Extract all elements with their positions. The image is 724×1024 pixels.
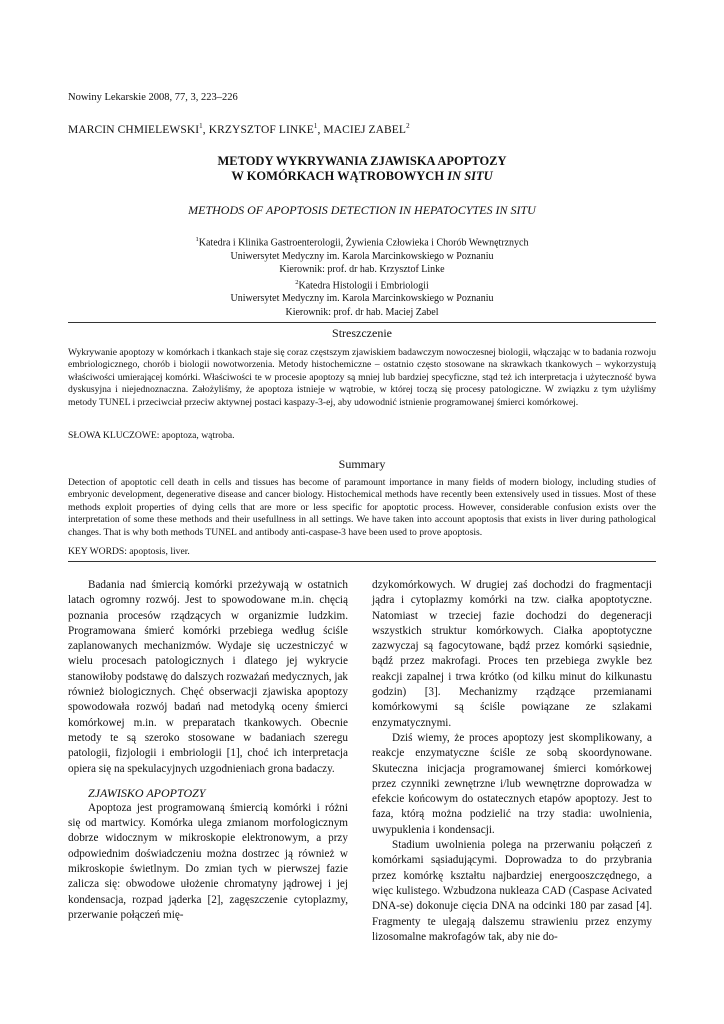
author-affiliation-number: 1 xyxy=(199,122,203,130)
title-line-1: METODY WYKRYWANIA ZJAWISKA APOPTOZY xyxy=(217,154,507,168)
author-affiliation-number: 2 xyxy=(406,122,410,130)
author-affiliation-number: 1 xyxy=(313,122,318,130)
section-heading: ZJAWISKO APOPTOZY xyxy=(88,785,206,800)
section-divider xyxy=(68,322,656,323)
body-paragraph: Apoptoza jest programowaną śmiercią komórki i różni się od martwicy. Komórka ulega zmianom morfologicznym dobrze widocznym w mikroskopie elektronowym, a przy odpowiednim doświadczeniu można dostrzec ją również w mikroskopie świetlnym. Do zmian tych w pierwszej fazie zalicza się: obwodowe ułożenie chromatyny jądrowej i jej kondensacja, rozpad jąderka [2], zagęszczenie cytoplazmy, przerwanie połączeń mię- xyxy=(68,801,348,921)
body-paragraph: dzykomórkowych. W drugiej zaś dochodzi do fragmentacji jądra i cytoplazmy komórki na tzw. ciałka apoptotyczne. Natomiast w trzeciej fazie dochodzi do degeneracji wszystkich struktur komórkowych. Ciałka apoptotyczne zazwyczaj są fagocytowane, bądź przez komórki sąsiednie, bądź przez makrofagi. Proces ten przebiega zwykle bez reakcji zapalnej i trwa krótko (od kilku minut do kilkunastu godzin) [3]. Mechanizmy rządzące przemianami komórkowymi są ściśle powiązane ze szlakami enzymatycznymi. xyxy=(372,579,652,729)
body-paragraph: Stadium uwolnienia polega na przerwaniu połączeń z komórkami sąsiadującymi. Doprowadza to do przybrania przez komórkę kształtu najbardziej energooszczędnego, a więc kulistego. Wzbudzona nukleaza CAD (Caspase Acivated DNA-se) dokonuje cięcia DNA na odcinki 180 par zasad [4]. Fragmenty te ulegają dalszemu strawieniu przez enzymy lizosomalne makrofagów tak, aby nie do- xyxy=(372,839,652,943)
summary-text: Detection of apoptotic cell death in cells and tissues has become of paramount importance in many fields of modern biology, including studies of embryonic development, degenerative disease and cancer biology. Histochemical methods have recently been extensively used in tissues. Most of these methods exploit properties of dying cells that are more or less specific for apoptotic process. However, considerable confusion exists over the interpretation of some these methods and their usefullness in all settings. We have taken into account apoptosis that exists in liver during pathological changes. That is why both methods TUNEL and antibody anti-caspase-3 have been used to prove apoptosis. xyxy=(68,477,656,538)
author-name: MARCIN CHMIELEWSKI xyxy=(68,123,200,136)
affiliations xyxy=(68,233,656,319)
author-name: KRZYSZTOF LINKE xyxy=(208,123,314,136)
author-list: MARCIN CHMIELEWSKI$^1$, KRZYSZTOF LINKE$^1$, MACIEJ ZABEL$^2$ xyxy=(68,122,410,136)
english-title: METHODS OF APOPTOSIS DETECTION IN HEPATOCYTES IN SITU xyxy=(188,203,536,217)
affiliation-line: Kierownik: prof. dr hab. Krzysztof Linke xyxy=(279,263,445,275)
body-column-left xyxy=(68,578,348,923)
affiliation-line: Uniwersytet Medyczny im. Karola Marcinkowskiego w Poznaniu xyxy=(230,293,494,305)
summary-heading: Summary xyxy=(338,457,386,471)
affiliation-line: Kierownik: prof. dr hab. Maciej Zabel xyxy=(285,306,439,318)
affiliation-line: $^2$Katedra Histologii i Embriologii xyxy=(295,278,429,292)
affiliation-line: Uniwersytet Medyczny im. Karola Marcinkowskiego w Poznaniu xyxy=(230,250,494,262)
streszczenie-heading: Streszczenie xyxy=(332,326,392,340)
title-italic-term: IN SITU xyxy=(447,169,493,183)
body-paragraph: Badania nad śmiercią komórki przeżywają w ostatnich latach ogromny rozwój. Jest to spowodowane m.in. chęcią poznania procesów rządzących w organizmie ludzkim. Programowana śmierć komórki przebiega według ściśle zaplanowanych mechanizmów. Wydaje się uczestniczyć w wielu procesach patologicznych i dlatego jej wykrycie stanowiłoby podstawę do dalszych rozważań medycznych, jak również biologicznych. Chęć obserwacji zjawiska apoptozy spowodowała rozwój badań nad metodyką oceny śmierci komórkowej m.in. w preparatach tkankowych. Obecnie metody te są szeroko stosowane w badaniach szeregu patologii, fizjologii i embriologii [1], choć ich interpretacja opiera się na spekulacyjnych uzgodnieniach grona badaczy. xyxy=(68,579,348,775)
section-divider xyxy=(68,561,656,562)
author-name: MACIEJ ZABEL xyxy=(323,123,407,136)
body-paragraph: Dziś wiemy, że proces apoptozy jest skomplikowany, a reakcje enzymatyczne ściśle ze sobą skoordynowane. Skuteczna inicjacja programowanej śmierci komórkowej przez czynniki zewnętrzne i/lub wewnętrzne doprowadza w efekcie końcowym do ostatecznych etapów apoptozy. Jest to faza, którą można podzielić na trzy stadia: uwolnienia, uwypuklenia i kondensacji. xyxy=(372,731,652,836)
article-title xyxy=(68,154,656,184)
summary-keywords: KEY WORDS: apoptosis, liver. xyxy=(68,546,190,557)
streszczenie-keywords: SŁOWA KLUCZOWE: apoptoza, wątroba. xyxy=(68,430,235,441)
body-column-right xyxy=(372,578,652,945)
streszczenie-text: Wykrywanie apoptozy w komórkach i tkankach staje się coraz częstszym zjawiskiem badawczym nowoczesnej biologii, włączając w to badania rozwoju embriologicznego, chorób i biologii nowotworzenia. Metody histochemiczne – ostatnio często stosowane na skrawkach tkankowych – wykorzystują właściwości umierającej komórki. Właściwości te w procesie apoptozy są mniej lub bardziej specyficzne, stąd też ich interpretacja i użyteczność bywa dyskusyjna i niejednoznaczna. Założyliśmy, że apoptoza istnieje w wątrobie, w której toczą się procesy patologiczne. W związku z tym użyliśmy metody TUNEL i przeciwciał przeciw aktywnej postaci kaspazy-3-ej, aby udowodnić istnienie programowanej śmierci komórkowej. xyxy=(68,347,656,408)
title-line-2: W KOMÓRKACH WĄTROBOWYCH IN SITU xyxy=(231,169,493,183)
journal-citation: Nowiny Lekarskie 2008, 77, 3, 223–226 xyxy=(68,92,238,103)
affiliation-line: $^1$Katedra i Klinika Gastroenterologii, Żywienia Człowieka i Chorób Wewnętrznych xyxy=(195,236,529,249)
